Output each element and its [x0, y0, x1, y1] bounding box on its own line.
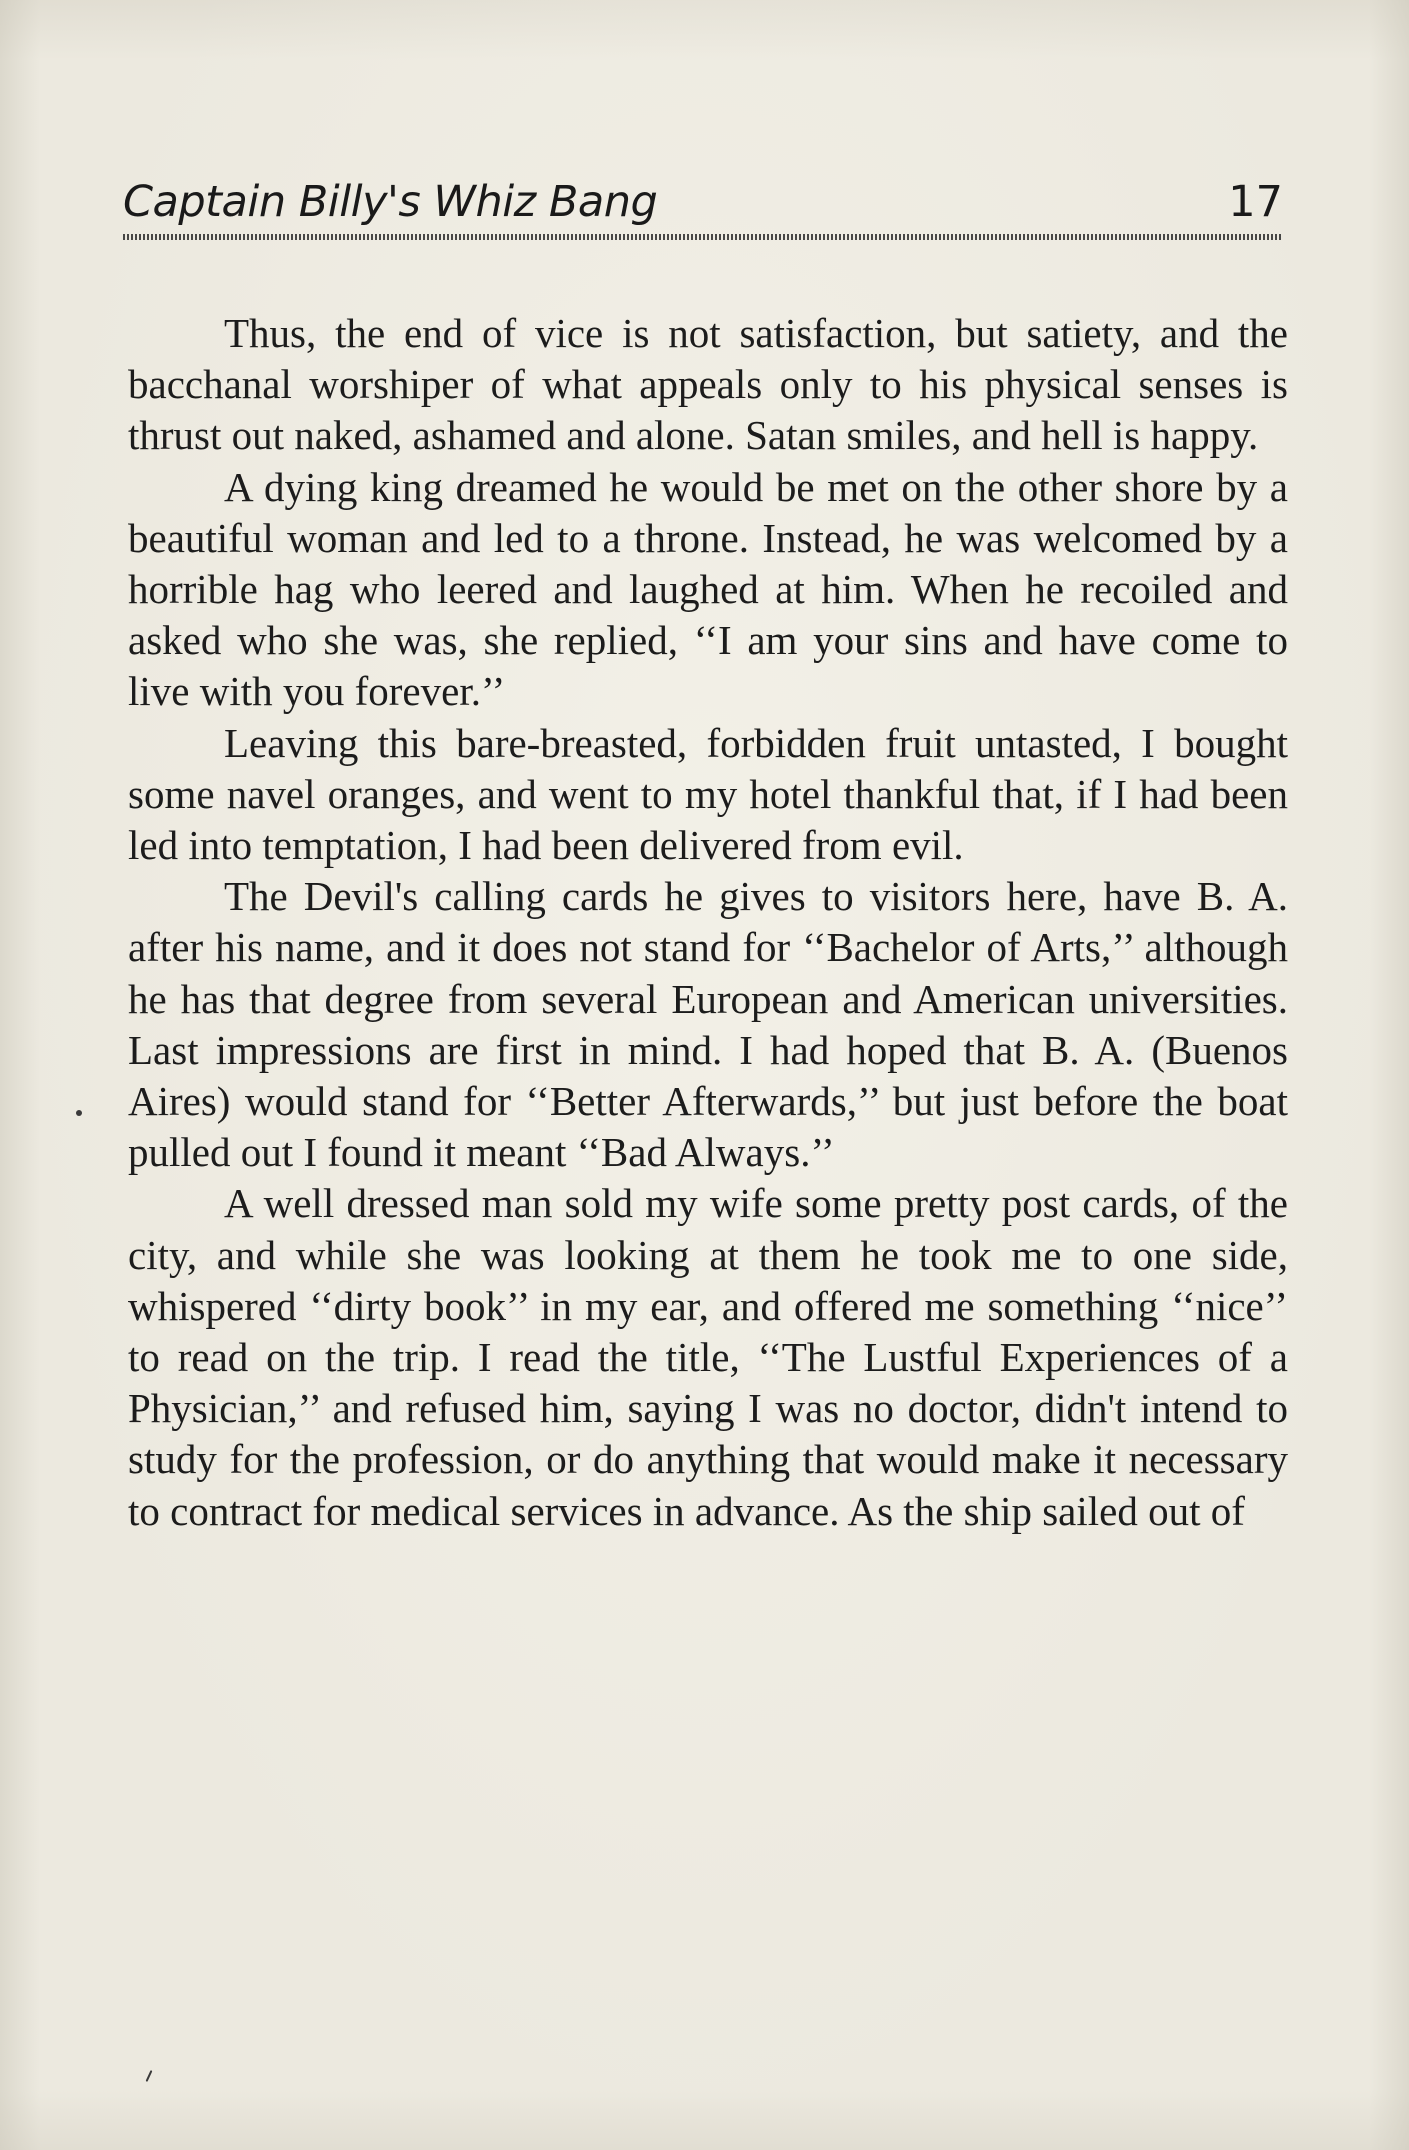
paragraph: The Devil's calling cards he gives to visitors here, have B. A. after his name, and it does not stand for ‘‘Bachelor of Arts,’’ although he has that degree from several European and American universities. Last impressions are first in mind. I had hoped that B. A. (Buenos Aires) would stand for ‘‘Better Afterwards,’’ but just before the boat pulled out I found it meant ‘‘Bad Always.’’	[128, 873, 1288, 1176]
paragraph: A well dressed man sold my wife some pretty post cards, of the city, and while she was looking at them he took me to one side, whispered ‘‘dirty book’’ in my ear, and offered me something ‘‘nice’’ to read on the trip. I read the title, ‘‘The Lustful Experiences of a Physician,’’ and refused him, saying I was no doctor, didn't intend to study for the profession, or do anything that would make it necessary to contract for medical services in advance. As the ship sailed out of	[128, 1180, 1288, 1534]
magazine-title: Captain Billy's Whiz Bang	[123, 177, 658, 227]
paragraph: A dying king dreamed he would be met on the other shore by a beautiful woman and led to a throne. Instead, he was welcomed by a horrible hag who leered and laughed at him. When he recoiled and asked who she was, she replied, ‘‘I am your sins and have come to live with you forever.’’	[128, 463, 1288, 715]
running-header	[123, 176, 1283, 242]
ink-speck	[146, 2070, 153, 2082]
paragraph: Thus, the end of vice is not satisfaction, but satiety, and the bacchanal worshiper of what appeals only to his physical senses is thrust out naked, ashamed and alone. Satan smiles, and hell is happy.	[128, 310, 1288, 459]
header-divider	[123, 234, 1283, 240]
article-body	[128, 308, 1288, 1537]
ink-speck	[76, 1110, 82, 1116]
page-number: 17	[1228, 177, 1283, 227]
paragraph: Leaving this bare-breasted, forbidden fruit untasted, I bought some navel oranges, and went to my hotel thankful that, if I had been led into temptation, I had been delivered from evil.	[128, 719, 1288, 869]
